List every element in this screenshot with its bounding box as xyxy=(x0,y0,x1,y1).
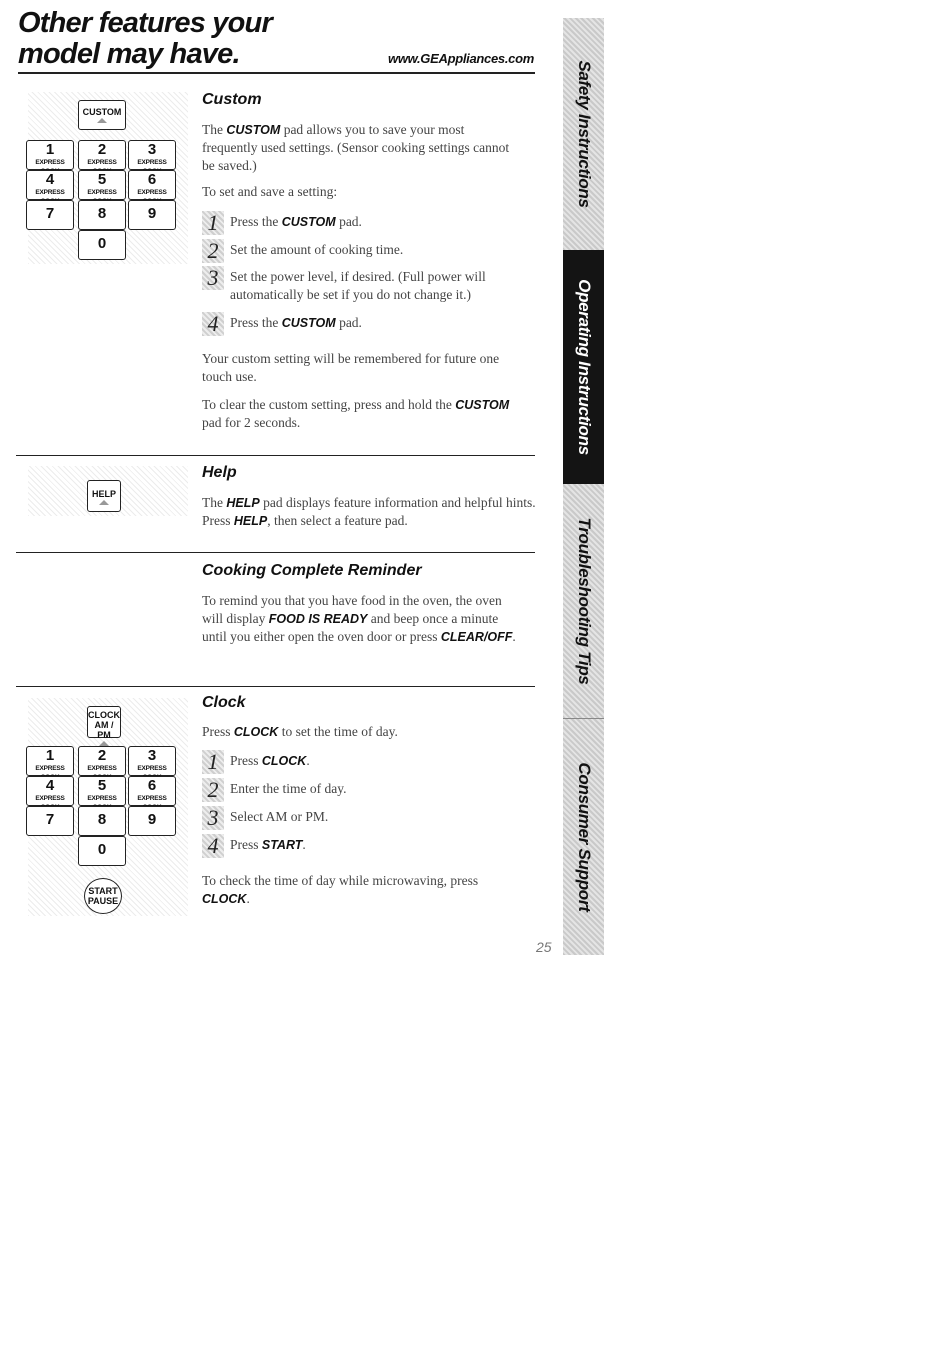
page-title-line-1: Other features your xyxy=(18,7,272,39)
step-number-badge: 2 xyxy=(202,239,224,263)
start-key-label: START xyxy=(88,886,118,896)
custom-keypad-illustration xyxy=(28,92,188,264)
key-1-express: EXPRESS xyxy=(35,159,65,166)
key-9[interactable] xyxy=(128,806,176,836)
header-rule xyxy=(18,72,535,74)
step-text: Press START. xyxy=(230,837,306,852)
clock-step-4 xyxy=(202,834,522,858)
key-6-express: EXPRESS xyxy=(137,795,167,802)
key-9-digit: 9 xyxy=(147,811,157,828)
step-number-badge: 3 xyxy=(202,266,224,290)
key-4[interactable] xyxy=(26,170,74,200)
key-7[interactable] xyxy=(26,200,74,230)
key-6-digit: 6 xyxy=(147,171,157,188)
key-1-digit: 1 xyxy=(45,141,55,158)
key-5[interactable] xyxy=(78,170,126,200)
key-5-express: EXPRESS xyxy=(87,189,117,196)
tab-label: Consumer Support xyxy=(574,762,594,912)
step-text: Press the CUSTOM pad. xyxy=(230,214,362,229)
section-divider xyxy=(16,455,535,456)
key-0[interactable] xyxy=(78,836,126,866)
key-8-digit: 8 xyxy=(97,811,107,828)
tab-label: Operating Instructions xyxy=(574,279,594,455)
clock-keypad-illustration xyxy=(28,698,188,916)
key-4-digit: 4 xyxy=(45,171,55,188)
custom-key-label: CUSTOM xyxy=(82,107,122,117)
page-title xyxy=(18,8,272,70)
tab-label: Safety Instructions xyxy=(574,60,594,208)
custom-clear-text: To clear the custom setting, press and hold the CUSTOM pad for 2 seconds. xyxy=(202,397,510,430)
key-6-express: EXPRESS xyxy=(137,189,167,196)
step-number-badge: 1 xyxy=(202,750,224,774)
website-link[interactable]: www.GEAppliances.com xyxy=(388,51,534,66)
key-2-digit: 2 xyxy=(97,747,107,764)
clock-heading: Clock xyxy=(202,694,246,711)
key-1[interactable] xyxy=(26,140,74,170)
key-8[interactable] xyxy=(78,200,126,230)
step-number-badge: 4 xyxy=(202,312,224,336)
section-divider xyxy=(16,552,535,553)
key-1[interactable] xyxy=(26,746,74,776)
step-text: Set the power level, if desired. (Full power will automatically be set if you do not change it.) xyxy=(230,269,486,302)
key-2[interactable] xyxy=(78,746,126,776)
step-number-badge: 3 xyxy=(202,806,224,830)
reminder-heading: Cooking Complete Reminder xyxy=(202,562,422,579)
key-4-digit: 4 xyxy=(45,777,55,794)
key-7-digit: 7 xyxy=(45,811,55,828)
custom-set-intro: To set and save a setting: xyxy=(202,184,338,199)
tab-operating-instructions[interactable] xyxy=(563,250,604,484)
pause-key-label: PAUSE xyxy=(87,896,119,906)
step-number-badge: 2 xyxy=(202,778,224,802)
key-2-digit: 2 xyxy=(97,141,107,158)
step-number-badge: 4 xyxy=(202,834,224,858)
key-9[interactable] xyxy=(128,200,176,230)
clock-key[interactable] xyxy=(87,706,121,738)
clock-check-text: To check the time of day while microwaving, press CLOCK. xyxy=(202,873,479,906)
help-text: The HELP pad displays feature information and helpful hints. Press HELP, then select a feature pad. xyxy=(202,495,536,528)
key-4[interactable] xyxy=(26,776,74,806)
help-key-indicator-icon xyxy=(99,500,109,505)
key-4-express: EXPRESS xyxy=(35,189,65,196)
clock-key-sublabel: AM / PM xyxy=(94,720,114,740)
help-heading: Help xyxy=(202,464,237,481)
reminder-text: To remind you that you have food in the oven, the oven will display FOOD IS READY and beep once a minute until you either open the oven door or press CLEAR/OFF. xyxy=(202,593,516,644)
key-7[interactable] xyxy=(26,806,74,836)
key-3-digit: 3 xyxy=(147,747,157,764)
step-number-badge: 1 xyxy=(202,211,224,235)
key-7-digit: 7 xyxy=(45,205,55,222)
page-number: 25 xyxy=(536,939,552,955)
key-5-digit: 5 xyxy=(97,171,107,188)
page-title-line-2: model may have. xyxy=(18,38,240,70)
custom-intro: The CUSTOM pad allows you to save your most frequently used settings. (Sensor cooking settings cannot be saved.) xyxy=(202,122,510,173)
key-0[interactable] xyxy=(78,230,126,260)
key-8-digit: 8 xyxy=(97,205,107,222)
key-6[interactable] xyxy=(128,170,176,200)
key-1-digit: 1 xyxy=(45,747,55,764)
key-5[interactable] xyxy=(78,776,126,806)
key-3[interactable] xyxy=(128,746,176,776)
custom-heading: Custom xyxy=(202,91,262,108)
help-keypad-illustration xyxy=(28,466,188,516)
step-text: Press CLOCK. xyxy=(230,753,310,768)
custom-remember-text: Your custom setting will be remembered for future one touch use. xyxy=(202,351,500,384)
tab-troubleshooting-tips[interactable] xyxy=(563,484,604,718)
step-text: Enter the time of day. xyxy=(230,781,347,796)
key-5-digit: 5 xyxy=(97,777,107,794)
clock-key-label: CLOCK xyxy=(88,710,120,720)
key-2-express: EXPRESS xyxy=(87,159,117,166)
key-4-express: EXPRESS xyxy=(35,795,65,802)
step-text: Set the amount of cooking time. xyxy=(230,242,404,257)
clock-step-1 xyxy=(202,750,522,774)
step-text: Press the CUSTOM pad. xyxy=(230,315,362,330)
section-divider xyxy=(16,686,535,687)
custom-step-4 xyxy=(202,312,522,336)
key-0-digit: 0 xyxy=(97,235,107,252)
key-9-digit: 9 xyxy=(147,205,157,222)
key-5-express: EXPRESS xyxy=(87,795,117,802)
key-2[interactable] xyxy=(78,140,126,170)
key-3-express: EXPRESS xyxy=(137,765,167,772)
custom-key[interactable] xyxy=(78,100,126,130)
custom-step-2 xyxy=(202,239,522,263)
custom-key-indicator-icon xyxy=(97,118,107,123)
key-1-express: EXPRESS xyxy=(35,765,65,772)
custom-step-1 xyxy=(202,211,522,235)
key-2-express: EXPRESS xyxy=(87,765,117,772)
key-6-digit: 6 xyxy=(147,777,157,794)
key-3-express: EXPRESS xyxy=(137,159,167,166)
clock-intro: Press CLOCK to set the time of day. xyxy=(202,724,398,739)
clock-step-2 xyxy=(202,778,522,802)
key-8[interactable] xyxy=(78,806,126,836)
key-3[interactable] xyxy=(128,140,176,170)
help-key-label: HELP xyxy=(91,489,116,499)
tab-safety-instructions[interactable] xyxy=(563,18,604,250)
help-key[interactable] xyxy=(87,480,121,512)
step-text: Select AM or PM. xyxy=(230,809,329,824)
key-6[interactable] xyxy=(128,776,176,806)
start-pause-key[interactable] xyxy=(84,878,122,914)
key-3-digit: 3 xyxy=(147,141,157,158)
tab-consumer-support[interactable] xyxy=(563,718,604,955)
clock-step-3 xyxy=(202,806,522,830)
custom-step-3 xyxy=(202,266,522,304)
key-0-digit: 0 xyxy=(97,841,107,858)
tab-label: Troubleshooting Tips xyxy=(574,517,594,685)
